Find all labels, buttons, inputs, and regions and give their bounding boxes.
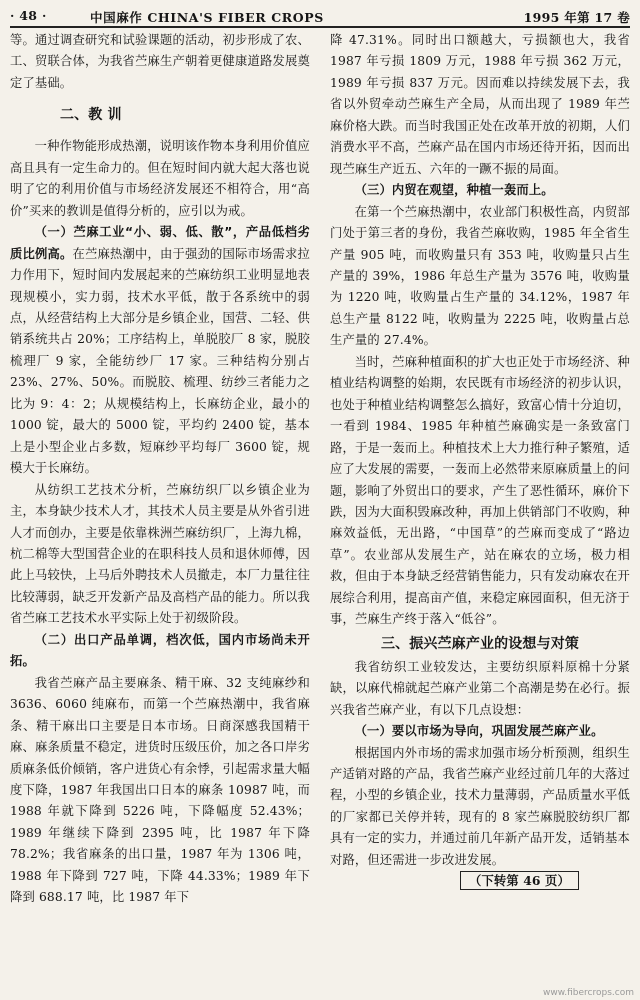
journal-title: 中国麻作 CHINA'S FIBER CROPS xyxy=(90,10,324,25)
issue-label: 1995 年第 17 卷 xyxy=(523,10,630,25)
paragraph: 等。通过调查研究和试验课题的活动，初步形成了农、工、贸联合体，为我省苎麻生产朝着更健康道路发展奠定了基础。 xyxy=(10,33,310,90)
subsection-title: （二）出口产品单调，档次低，国内市场尚未开拓。 xyxy=(10,632,310,669)
page-header xyxy=(10,6,630,26)
subsection-title: （一）要以市场为导向，巩固发展苎麻产业。 xyxy=(354,724,604,739)
paragraph: 根据国内外市场的需求加强市场分析预测，组织生产适销对路的产品，我省苎麻产业经过前几年的大落过程，小型的乡镇企业，技术力量薄弱，产品质量水平低的厂家都已关停并转，现有的 8 家苎麻脱胶纺织厂都具有一定的实力，并通过前几年新产品开发，适销基本对路，但还需进一步改进发展。 xyxy=(330,745,630,867)
subsection-title: （三）内贸在观望，种植一轰而上。 xyxy=(354,183,554,198)
page-number: · 48 · xyxy=(10,8,47,23)
subsection-body: 在苎麻热潮中，由于强劲的国际市场需求拉力作用下，短时间内发展起来的苎麻纺织工业明显地表现规模小，实力弱，技术水平低，散于各系统中的弱点，从经营结构上大部分是乡镇企业，国营、二轻、供销系统共占 20%；工序结构上，单脱胶厂 8 家，脱胶梳理厂 9 家，全能纺纱厂 17 家。三种结构分别占 23%、27%、50%。而脱胶、梳理、纺纱三者能力之比为 9：4：2；从规模结构上，长麻纺企业，最小的 1000 锭，最大的 5000 锭，平均约 2400 锭，基本上是小型企业占多数，短麻纱平均每厂 3600 锭，规模大于长麻纺。 xyxy=(10,246,310,476)
paragraph: 一种作物能形成热潮，说明该作物本身利用价值应高且具有一定生命力的。但在短时间内就大起大落也说明了它的利用价值与市场经济发展还不相符合，用“高价”买来的教训是值得分析的，应引以为戒。 xyxy=(10,139,310,218)
section-heading: 二、教 训 xyxy=(60,107,122,124)
watermark: www.fibercrops.com xyxy=(543,988,634,998)
header-rule xyxy=(10,26,630,28)
subsection-title: （一）苎麻工业“小、弱、低、散”，产品低档劣质比例高。 xyxy=(10,225,310,261)
paragraph: 在第一个苎麻热潮中，农业部门积极性高，内贸部门处于第三者的身份，我省苎麻收购，1985 年全省生产量 905 吨，而收购量只有 353 吨，收购量只占生产量的 39%，1986 年总生产量为 3576 吨，收购量为 1220 吨，收购量占生产量的 34.12%，1987 年总生产量 8122 吨，收购量为 2225 吨，收购量占总生产量的 27.4%。 xyxy=(330,204,630,348)
paragraph: 从纺织工艺技术分析，苎麻纺织厂以乡镇企业为主，本身缺少技术人才，其技术人员主要是从外省引进人才而创办，主要是依靠株洲苎麻纺织厂，上海九棉，杭二棉等大型国营企业的在职科技人员和退休师傅，因此上马较快，上马后外聘技术人员撤走，本厂力量往往比较薄弱，缺乏开发新产品及高档产品的能力。所以我省苎麻工艺技术水平实际上处于初级阶段。 xyxy=(10,482,310,626)
section-heading: 三、振兴苎麻产业的设想与对策 xyxy=(380,635,580,652)
continuation-note: （下转第 46 页） xyxy=(460,871,579,890)
subsection xyxy=(10,222,310,479)
left-column xyxy=(10,30,310,996)
paragraph: 我省苎麻产品主要麻条、精干麻、32 支纯麻纱和 3636、6060 纯麻布，而第一个苎麻热潮中，我省麻条、精干麻出口主要是日本市场。日商深感我国精干麻、麻条质量不稳定，进货时压级压价，加之各口岸劣质麻条低价倾销，客户进货心有余悸，引起需求量大幅度下降，1987 年我国出口日本的麻条 10987 吨，而 1988 年就下降到 5226 吨，下降幅度 52.43%；1989 年继续下降到 2395 吨，比 1987 年下降 78.2%；我省麻条的出口量，1987 年为 1306 吨，1988 年下降到 727 吨，下降 44.33%；1989 年下降到 688.17 吨，比 1987 年下 xyxy=(10,675,310,905)
right-column xyxy=(330,30,630,996)
paragraph: 我省纺织工业较发达，主要纺织原料原棉十分紧缺，以麻代棉就起苎麻产业第二个高潮是势在必行。振兴我省苎麻产业，有以下几点设想： xyxy=(330,659,630,717)
paragraph: 降 47.31%。同时出口额越大，亏损额也大，我省 1987 年亏损 1809 万元，1988 年亏损 362 万元，1989 年亏损 837 万元。因而难以持续发展下去，我省以外贸牵动苎麻生产全局，从而出现了 1989 年苎麻价格大跌。而当时我国正处在改革开放的初期，人们消费水平不高，苎麻产品在国内市场还待开拓，因而出现苎麻生产近五、六年的一蹶不振的局面。 xyxy=(330,33,630,176)
paragraph: 当时，苎麻种植面积的扩大也正处于市场经济、种植业结构调整的始期，农民既有市场经济的初步认识，也处于种植业结构调整怎么搞好，致富心情十分迫切，一看到 1984、1985 年种植苎麻确实是一条致富门路，于是一轰而上。种植技术上大力推行种子繁殖，适应了大发展的需要，一轰而上必然带来原麻质量上的问题，影响了外贸出口的要求，产生了恶性循环，麻价下跌，因为大面积毁麻改种，再加上供销部门不收购，种麻效益低，无出路，“中国草”的苎麻而变成了“路边草”。农业部从发展生产，站在麻农的立场，极力相救，但由于本身缺乏经营销售能力，只有发动麻农在开展综合利用，提高亩产值，来稳定麻园面积，但无济于事，苎麻生产终于落入“低谷”。 xyxy=(330,354,630,627)
